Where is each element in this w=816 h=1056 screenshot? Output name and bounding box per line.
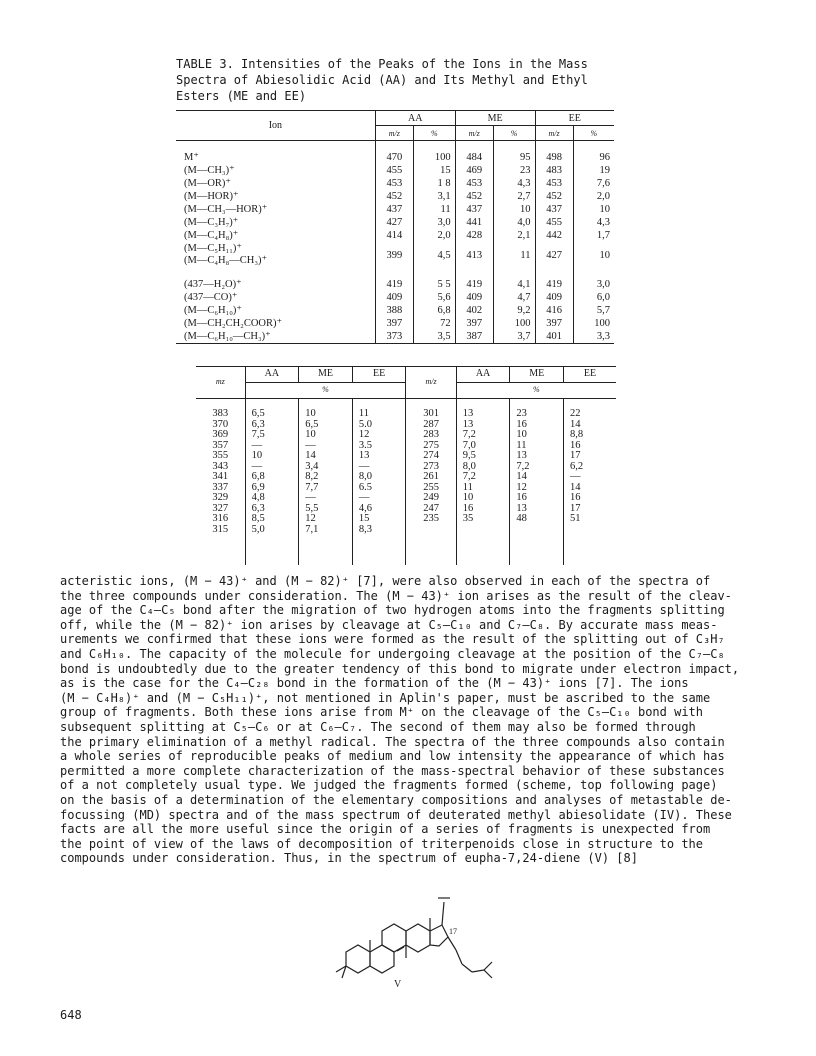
pct-cell: 6,8 xyxy=(413,304,455,317)
ee-cell: 8,0 xyxy=(352,472,406,483)
mz-label: m/z xyxy=(535,126,573,141)
pct-cell: 3,0 xyxy=(596,279,610,290)
me-cell: 6,5 xyxy=(299,420,353,431)
pct-cell: 5,7 xyxy=(596,305,610,316)
me-cell: 16 xyxy=(510,420,564,431)
ee-cell: 13 xyxy=(352,451,406,462)
aa-cell: 7,2 xyxy=(456,472,510,483)
ee-cell: 16 xyxy=(570,439,581,451)
pct-cell: 23 xyxy=(493,164,535,177)
ee-cell: 51 xyxy=(570,513,581,524)
me-cell: 12 xyxy=(299,514,353,525)
me-cell: 14 xyxy=(299,451,353,462)
table-row xyxy=(176,216,614,229)
mz-cell: 419 xyxy=(455,278,493,291)
mz-cell: 343 xyxy=(196,462,245,473)
side-chain-bond xyxy=(442,902,444,925)
side-chain-bond xyxy=(484,970,492,978)
ring-d xyxy=(406,924,430,952)
aa-cell: 6,9 xyxy=(245,483,299,494)
aa-cell: 6,5 xyxy=(245,409,299,420)
ee-cell: — xyxy=(570,471,581,482)
mz-cell: 469 xyxy=(455,164,493,177)
mz-label: m/z xyxy=(455,126,493,141)
mz-cell: 273 xyxy=(406,462,456,473)
table-row xyxy=(176,229,614,242)
aa-cell: 10 xyxy=(456,493,510,504)
group-aa: AA xyxy=(245,367,299,383)
pct-cell: 1,7 xyxy=(596,230,610,241)
mz-cell: 329 xyxy=(196,493,245,504)
ee-cell: 11 xyxy=(352,409,406,420)
ion-cell: (M—OR)⁺ xyxy=(176,177,375,190)
mz-cell: 327 xyxy=(196,504,245,515)
pct-cell: 1 8 xyxy=(413,177,455,190)
mz-cell: 388 xyxy=(375,304,413,317)
me-cell: 7,2 xyxy=(510,462,564,473)
pct-cell: 4,0 xyxy=(493,216,535,229)
mz-cell: 402 xyxy=(455,304,493,317)
pct-cell: 100 xyxy=(413,151,455,164)
side-chain-bond xyxy=(456,950,462,964)
pct-label: % xyxy=(245,383,406,399)
mz-label: m/z xyxy=(375,126,413,141)
ion-cell: (M—CH₂CH₂COOR)⁺ xyxy=(176,317,375,330)
mz-cell: 373 xyxy=(375,330,413,344)
table-row xyxy=(196,409,616,420)
pct-cell: 96 xyxy=(599,152,610,163)
me-cell: 11 xyxy=(510,441,564,452)
ion-cell: (M—C₄H₈)⁺ xyxy=(176,229,375,242)
aa-cell: 16 xyxy=(456,504,510,515)
pct-cell: 100 xyxy=(493,317,535,330)
table-row xyxy=(176,291,614,304)
aa-cell: 13 xyxy=(456,420,510,431)
ion-cell: (M—CH₃)⁺ xyxy=(176,164,375,177)
mz-cell: 455 xyxy=(535,216,573,229)
mz-cell: 498 xyxy=(535,151,573,164)
mz-cell: 409 xyxy=(455,291,493,304)
aa-cell: 13 xyxy=(456,409,510,420)
table-2 xyxy=(196,366,616,565)
pct-cell: 9,2 xyxy=(493,304,535,317)
mz-cell: 452 xyxy=(375,190,413,203)
mz-cell: 397 xyxy=(375,317,413,330)
mz-cell: 427 xyxy=(375,216,413,229)
mz-cell: 437 xyxy=(375,203,413,216)
compound-label: V xyxy=(394,979,402,990)
table-row xyxy=(176,330,614,344)
me-cell: 16 xyxy=(510,493,564,504)
pct-label: % xyxy=(456,383,616,399)
mz-cell: 283 xyxy=(406,430,456,441)
pct-cell: 3,5 xyxy=(413,330,455,344)
ee-cell: 14 xyxy=(570,418,581,430)
mz-cell: 441 xyxy=(455,216,493,229)
aa-cell: — xyxy=(245,441,299,452)
mz-cell: 455 xyxy=(375,164,413,177)
table-row xyxy=(176,317,614,330)
mz-cell: 452 xyxy=(455,190,493,203)
ee-cell: 8,3 xyxy=(352,525,406,536)
table-row xyxy=(176,177,614,190)
mz-cell: 383 xyxy=(196,409,245,420)
table-row xyxy=(196,525,616,536)
ion-cell: (M—HOR)⁺ xyxy=(176,190,375,203)
aa-cell: 8,5 xyxy=(245,514,299,525)
ion-line: (M—C₅H₁₁)⁺ xyxy=(184,243,242,254)
mz-cell: 428 xyxy=(455,229,493,242)
ion-cell xyxy=(176,242,375,268)
ee-cell: 5.0 xyxy=(352,420,406,431)
table-row xyxy=(176,304,614,317)
ring-b xyxy=(370,945,394,973)
me-cell: 14 xyxy=(510,472,564,483)
pct-cell: 4,5 xyxy=(413,242,455,268)
mz-cell: 315 xyxy=(196,525,245,536)
group-ee: EE xyxy=(564,367,617,383)
mz-cell: 409 xyxy=(535,291,573,304)
aa-cell: 6,3 xyxy=(245,504,299,515)
mz-cell: 261 xyxy=(406,472,456,483)
aa-cell: 9,5 xyxy=(456,451,510,462)
ion-header: Ion xyxy=(176,111,375,141)
pct-cell: 10 xyxy=(599,249,610,261)
mz-cell: 427 xyxy=(535,242,573,268)
pct-cell: 4,7 xyxy=(493,291,535,304)
pct-cell: 4,3 xyxy=(493,177,535,190)
pct-cell: 19 xyxy=(599,165,610,176)
mz-cell: 287 xyxy=(406,420,456,431)
pct-cell: 2,7 xyxy=(493,190,535,203)
aa-cell: 6,3 xyxy=(245,420,299,431)
mz-cell: 437 xyxy=(535,203,573,216)
mz-cell: 337 xyxy=(196,483,245,494)
mz-label-right: m/z xyxy=(406,367,456,399)
pct-label: % xyxy=(493,126,535,141)
pct-cell: 2,0 xyxy=(596,191,610,202)
mz-cell: 341 xyxy=(196,472,245,483)
table-caption: TABLE 3. Intensities of the Peaks of the Ions in the Mass Spectra of Abiesolidic Acid (AA) and Its Methyl and Ethyl Esters (ME and EE) xyxy=(176,57,588,103)
pct-cell: 100 xyxy=(594,318,610,329)
me-cell: 7,1 xyxy=(299,525,353,536)
group-ee: EE xyxy=(535,111,614,126)
mz-cell: 399 xyxy=(375,242,413,268)
ee-cell: 12 xyxy=(352,430,406,441)
aa-cell: 5,0 xyxy=(245,525,299,536)
table-row xyxy=(196,514,616,525)
table-1 xyxy=(176,110,614,344)
mz-cell: 409 xyxy=(375,291,413,304)
me-cell: 13 xyxy=(510,504,564,515)
me-cell: 23 xyxy=(510,409,564,420)
mz-cell: 401 xyxy=(535,330,573,344)
mz-cell: 416 xyxy=(535,304,573,317)
mz-cell: 249 xyxy=(406,493,456,504)
mz-cell: 414 xyxy=(375,229,413,242)
pct-cell: 5,6 xyxy=(413,291,455,304)
table-row xyxy=(176,203,614,216)
mz-cell: 247 xyxy=(406,504,456,515)
group-aa: AA xyxy=(456,367,510,383)
side-chain-bond xyxy=(484,962,492,970)
mz-label-left: mz xyxy=(196,367,245,399)
group-aa: AA xyxy=(375,111,455,126)
mz-cell xyxy=(406,525,456,536)
ee-cell: 4,6 xyxy=(352,504,406,515)
mz-cell: 357 xyxy=(196,441,245,452)
me-cell: 48 xyxy=(510,514,564,525)
me-cell: 12 xyxy=(510,483,564,494)
atom-number-17: 17 xyxy=(449,927,457,936)
chemical-structure xyxy=(320,888,510,992)
me-cell: 10 xyxy=(299,409,353,420)
ee-cell: 3.5 xyxy=(352,441,406,452)
pct-cell: 10 xyxy=(599,204,610,215)
pct-cell: 4,1 xyxy=(493,278,535,291)
mz-cell: 484 xyxy=(455,151,493,164)
ee-cell: 16 xyxy=(570,492,581,503)
mz-cell: 452 xyxy=(535,190,573,203)
mz-cell: 397 xyxy=(455,317,493,330)
mz-cell: 470 xyxy=(375,151,413,164)
ion-cell: (M—C₃H₇)⁺ xyxy=(176,216,375,229)
pct-cell: 95 xyxy=(493,151,535,164)
aa-cell: — xyxy=(245,462,299,473)
pct-cell: 15 xyxy=(413,164,455,177)
me-cell: — xyxy=(299,493,353,504)
table-row xyxy=(176,242,614,268)
mz-cell: 255 xyxy=(406,483,456,494)
me-cell: 13 xyxy=(510,451,564,462)
me-cell: — xyxy=(299,441,353,452)
pct-cell: 2,0 xyxy=(413,229,455,242)
mz-cell: 316 xyxy=(196,514,245,525)
ee-cell xyxy=(564,525,617,536)
mz-cell: 453 xyxy=(535,177,573,190)
pct-cell: 4,3 xyxy=(596,217,610,228)
mz-cell: 369 xyxy=(196,430,245,441)
aa-cell: 4,8 xyxy=(245,493,299,504)
table-row xyxy=(176,190,614,203)
table-row xyxy=(196,493,616,504)
ee-cell: 22 xyxy=(570,408,581,419)
pct-cell: 5 5 xyxy=(413,278,455,291)
pct-cell: 3,0 xyxy=(413,216,455,229)
me-cell: 10 xyxy=(510,430,564,441)
ee-cell: 8,8 xyxy=(570,429,584,440)
ion-cell: (437—H₂O)⁺ xyxy=(176,278,375,291)
mz-cell: 275 xyxy=(406,441,456,452)
mz-cell: 442 xyxy=(535,229,573,242)
table-row xyxy=(176,278,614,291)
pct-label: % xyxy=(413,126,455,141)
mz-cell: 413 xyxy=(455,242,493,268)
mz-cell: 437 xyxy=(455,203,493,216)
side-chain-bond xyxy=(448,937,456,950)
ring-e xyxy=(430,925,448,946)
mz-cell: 419 xyxy=(375,278,413,291)
group-me: ME xyxy=(455,111,535,126)
me-cell xyxy=(510,525,564,536)
mz-cell: 419 xyxy=(535,278,573,291)
aa-cell: 11 xyxy=(456,483,510,494)
pct-cell: 72 xyxy=(413,317,455,330)
ee-cell: 15 xyxy=(352,514,406,525)
group-me: ME xyxy=(299,367,353,383)
ee-cell: — xyxy=(352,462,406,473)
group-ee: EE xyxy=(352,367,406,383)
ee-cell: 17 xyxy=(570,450,581,461)
aa-cell: 7,0 xyxy=(456,441,510,452)
ion-cell: M⁺ xyxy=(176,151,375,164)
mz-cell: 453 xyxy=(455,177,493,190)
ring-a xyxy=(346,945,370,973)
mz-cell: 274 xyxy=(406,451,456,462)
ion-cell: (M—C₆H₁₀—CH₃)⁺ xyxy=(176,330,375,344)
aa-cell: 35 xyxy=(456,514,510,525)
ee-cell: — xyxy=(352,493,406,504)
me-cell: 8,2 xyxy=(299,472,353,483)
pct-cell: 3,7 xyxy=(493,330,535,344)
group-me: ME xyxy=(510,367,564,383)
ee-cell: 17 xyxy=(570,502,581,514)
mz-cell: 387 xyxy=(455,330,493,344)
table-row xyxy=(176,164,614,177)
ion-line: (M—C₄H₈—CH₃)⁺ xyxy=(184,255,268,266)
pct-cell: 3,3 xyxy=(573,330,614,344)
pct-label: % xyxy=(573,126,614,141)
mz-cell: 301 xyxy=(406,409,456,420)
side-chain-bond xyxy=(462,964,472,972)
me-cell: 5,5 xyxy=(299,504,353,515)
page-number: 648 xyxy=(60,1008,82,1022)
mz-cell: 355 xyxy=(196,451,245,462)
pct-cell: 7,6 xyxy=(596,178,610,189)
pct-cell: 10 xyxy=(493,203,535,216)
ee-cell: 6.5 xyxy=(352,483,406,494)
aa-cell: 8,0 xyxy=(456,462,510,473)
table-row xyxy=(196,472,616,483)
me-cell: 10 xyxy=(299,430,353,441)
table-row xyxy=(196,451,616,462)
body-paragraph: acteristic ions, (M − 43)⁺ and (M − 82)⁺ [7], were also observed in each of the spectra of the three compounds under consideration. The (M − 43)⁺ ion arises as the result of the cleav- age of the C₄–C₅ bond after the migration of two hydrogen atoms into the fragments splitting off, while the (M − 82)⁺ ion arises by cleavage at C₅–C₁₀ and C₇–C₈. By accurate mass meas- urements we confirmed that these ions were formed as the result of the splitting out of C₃H₇ and C₆H₁₀. The capacity of the molecule for undergoing cleavage at the position of the C₇–C₈ bond is undoubtedly due to the greater tendency of this bond to migrate under electron impact, as is the case for the C₄–C₂₈ bond in the formation of the (M − 43)⁺ ions [7]. The ions (M − C₄H₈)⁺ and (M − C₅H₁₁)⁺, not mentioned in Aplin's paper, must be ascribed to the same group of fragments. Both these ions arise from M⁺ on the cleavage of the C₅–C₁₀ bond with subsequent splitting at C₅–C₆ or at C₆–C₇. The second of them may also be formed through the primary elimination of a methyl radical. The spectra of the three compounds also contain a whole series of reproducible peaks of medium and low intensity the appearance of which has permitted a more complete characterization of the mass-spectral behavior of these substances of a not completely usual type. We judged the fragments formed (scheme, top following page) on the basis of a determination of the elementary compositions and analyses of metastable de- focussing (MD) spectra and of the mass spectrum of deuterated methyl abiesolidate (IV). These facts are all the more useful since the origin of a series of fragments is unexpected from the point of view of the laws of decomposition of triterpenoids close in structure to the compounds under consideration. Thus, in the spectrum of eupha-7,24-diene (V) [8] xyxy=(60,574,740,866)
pct-cell: 2,1 xyxy=(493,229,535,242)
aa-cell: 7,2 xyxy=(456,430,510,441)
side-chain-bond xyxy=(472,970,484,972)
me-cell: 3,4 xyxy=(299,462,353,473)
mz-cell: 370 xyxy=(196,420,245,431)
ion-cell: (437—CO)⁺ xyxy=(176,291,375,304)
mz-cell: 397 xyxy=(535,317,573,330)
aa-cell: 6,8 xyxy=(245,472,299,483)
ion-cell: (M—CH₃—HOR)⁺ xyxy=(176,203,375,216)
mz-cell: 235 xyxy=(406,514,456,525)
pct-cell: 3,1 xyxy=(413,190,455,203)
ee-cell: 14 xyxy=(570,481,581,493)
table-row xyxy=(196,430,616,441)
ion-cell: (M—C₆H₁₀)⁺ xyxy=(176,304,375,317)
pct-cell: 11 xyxy=(413,203,455,216)
mz-cell: 453 xyxy=(375,177,413,190)
pct-cell: 11 xyxy=(493,242,535,268)
me-cell: 7,7 xyxy=(299,483,353,494)
pct-cell: 6,0 xyxy=(596,292,610,303)
aa-cell xyxy=(456,525,510,536)
aa-cell: 7,5 xyxy=(245,430,299,441)
aa-cell: 10 xyxy=(245,451,299,462)
table-row xyxy=(176,151,614,164)
ee-cell: 6,2 xyxy=(570,460,584,472)
mz-cell: 483 xyxy=(535,164,573,177)
